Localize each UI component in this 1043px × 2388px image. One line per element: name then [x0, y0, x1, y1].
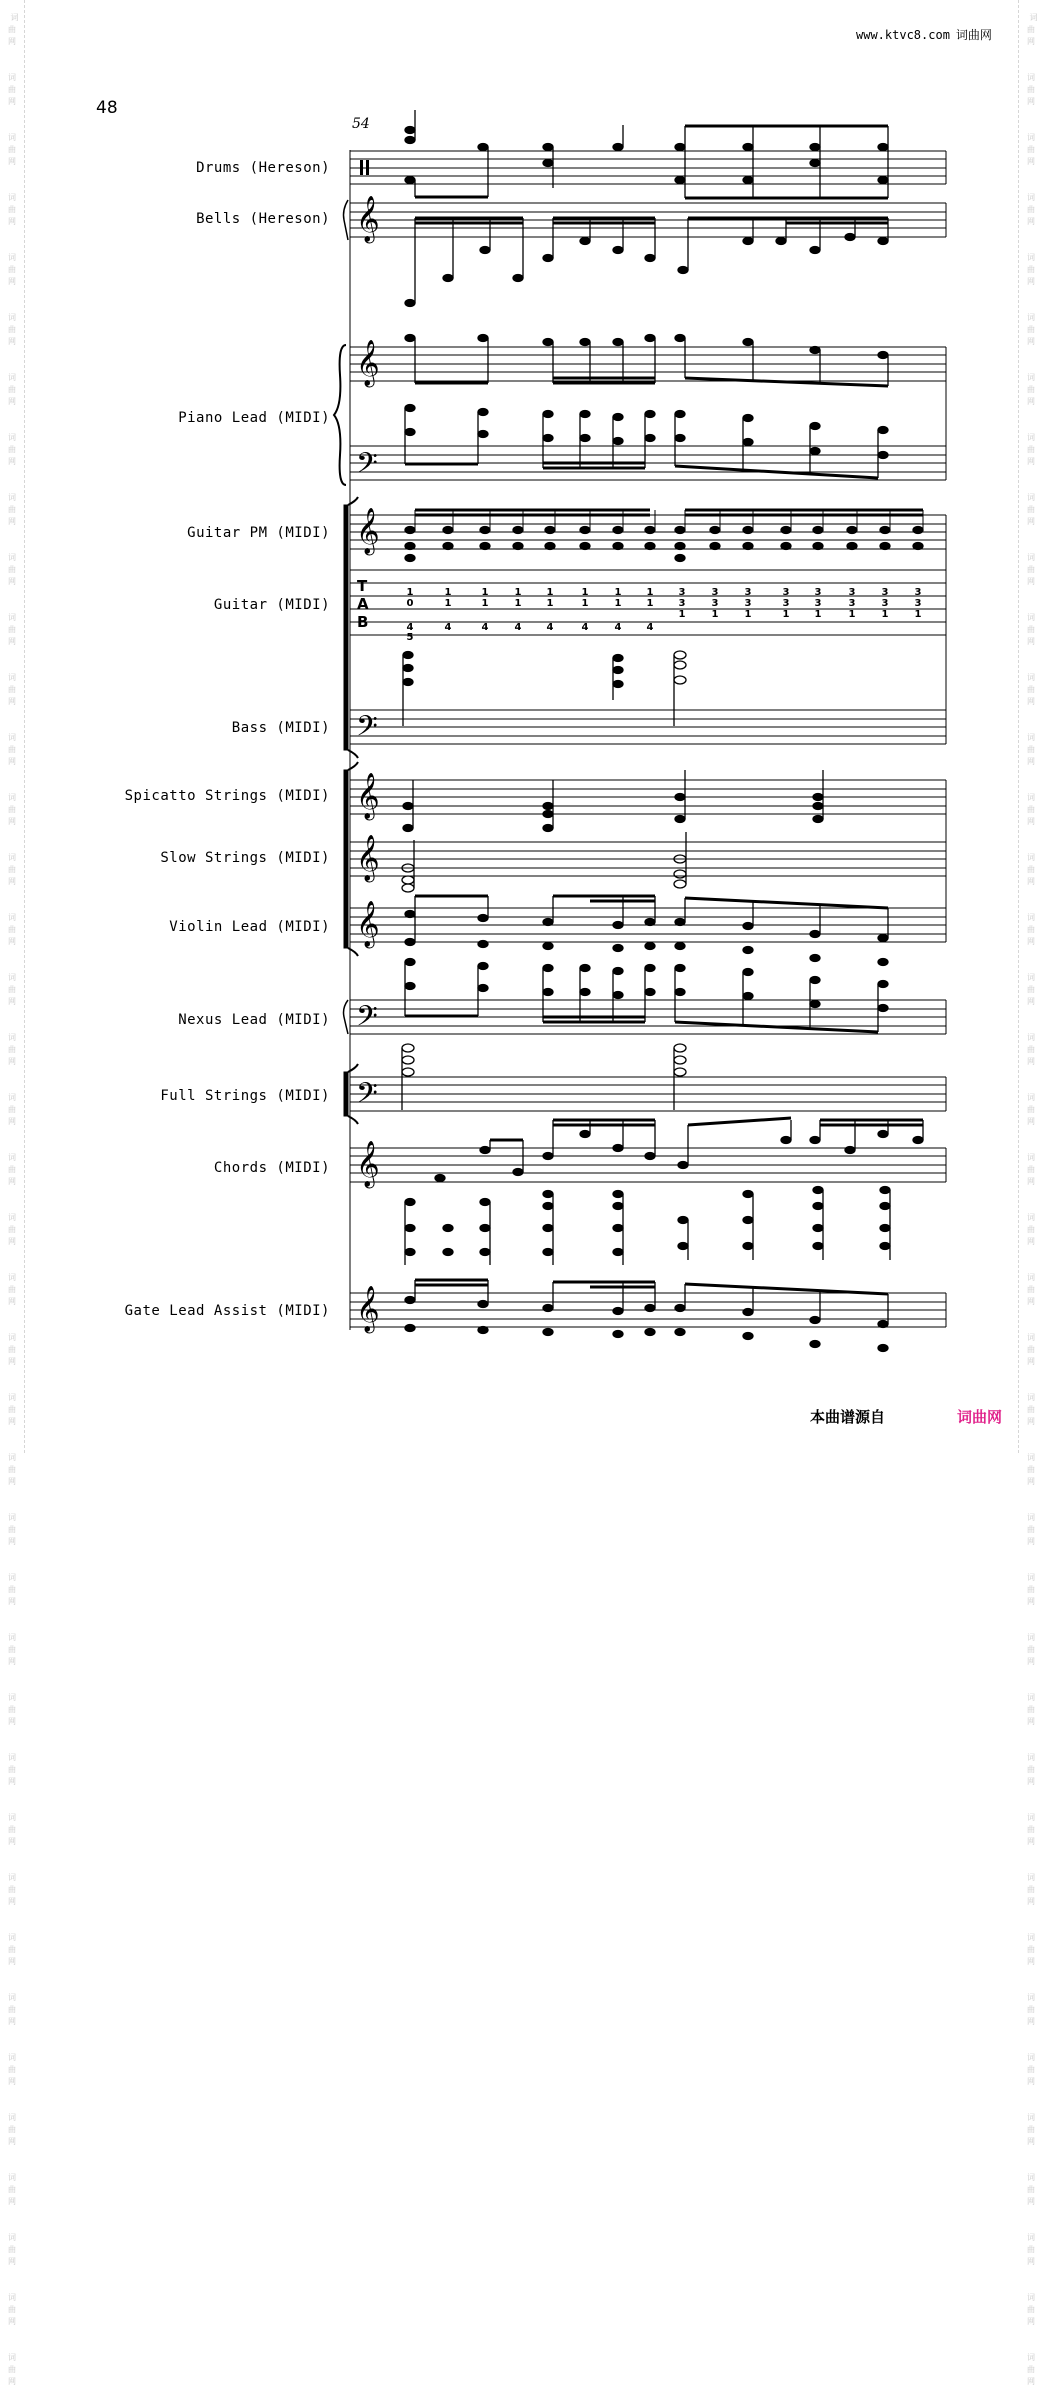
- tab-fret-number: 1: [581, 598, 589, 609]
- drums-notes: [405, 110, 888, 198]
- treble-clef-violin: 𝄞: [356, 901, 380, 947]
- tab-fret-number: 3: [814, 587, 822, 598]
- tab-fret-number: 1: [444, 587, 452, 598]
- bracket-strings: [344, 770, 348, 948]
- tab-fret-number: 1: [614, 587, 622, 598]
- tab-fret-number: 3: [914, 598, 922, 609]
- bass-clef-piano: 𝄢: [356, 447, 378, 487]
- tab-fret-number: 3: [678, 587, 686, 598]
- piano-bass-notes: [405, 405, 888, 479]
- bells-staff: [350, 203, 946, 237]
- label-gate-lead-assist: Gate Lead Assist (MIDI): [124, 1303, 330, 1319]
- tab-fret-number: 1: [881, 609, 889, 620]
- tab-fret-number: 3: [782, 587, 790, 598]
- tab-fret-number: 1: [678, 609, 686, 620]
- label-guitar-pm: Guitar PM (MIDI): [187, 525, 330, 541]
- tab-letter-t: T: [357, 577, 368, 595]
- piano-treble-staff: [350, 347, 946, 381]
- chords-notes: [405, 1118, 923, 1265]
- tab-fret-number: 4: [444, 622, 452, 633]
- tab-fret-number: 3: [881, 587, 889, 598]
- tab-fret-number: 3: [711, 598, 719, 609]
- tab-fret-number: 4: [646, 622, 654, 633]
- tab-fret-number: 3: [744, 598, 752, 609]
- violin-staff: [350, 780, 946, 942]
- label-bells: Bells (Hereson): [196, 211, 330, 227]
- label-guitar: Guitar (MIDI): [213, 597, 330, 613]
- tab-fret-number: 1: [444, 598, 452, 609]
- violin-notes: [405, 896, 888, 966]
- tab-fret-number: 1: [546, 598, 554, 609]
- tab-fret-number: 1: [546, 587, 554, 598]
- nexus-notes: [405, 959, 888, 1033]
- tab-fret-number: 4: [581, 622, 589, 633]
- tab-fret-number: 3: [678, 598, 686, 609]
- tab-fret-number: 1: [914, 609, 922, 620]
- piano-treble-notes: [405, 335, 888, 387]
- treble-clef-chords: 𝄞: [356, 1141, 380, 1187]
- tab-fret-number: 1: [848, 609, 856, 620]
- tab-fret-number: 1: [744, 609, 752, 620]
- treble-clef-spicatto: 𝄞: [356, 773, 380, 819]
- bass-clef-full-strings: 𝄢: [356, 1077, 378, 1117]
- tab-fret-number: 5: [406, 632, 414, 643]
- tab-letter-b: B: [357, 613, 369, 631]
- bass-clef-nexus: 𝄢: [356, 1000, 378, 1040]
- tab-fret-number: 3: [782, 598, 790, 609]
- tab-fret-number: 0: [406, 598, 414, 609]
- label-chords: Chords (MIDI): [213, 1160, 330, 1176]
- full-strings-staff: [350, 1077, 946, 1111]
- bells-notes: [405, 218, 888, 307]
- spicatto-notes: [403, 770, 823, 832]
- treble-clef-piano: 𝄞: [356, 340, 380, 386]
- tab-fret-number: 4: [514, 622, 522, 633]
- site-url[interactable]: www.ktvc8.com: [856, 28, 950, 42]
- tab-fret-number: 1: [711, 609, 719, 620]
- footer-brand[interactable]: 词曲网: [957, 1408, 1003, 1426]
- tab-fret-number: 4: [614, 622, 622, 633]
- treble-clef-guitar-pm: 𝄞: [356, 508, 380, 554]
- bass-notes: [403, 651, 686, 726]
- label-nexus-lead: Nexus Lead (MIDI): [178, 1012, 330, 1028]
- tab-fret-number: 3: [744, 587, 752, 598]
- tab-fret-number: 1: [481, 598, 489, 609]
- tab-fret-number: 1: [406, 587, 414, 598]
- tab-fret-number: 1: [782, 609, 790, 620]
- tab-fret-number: 3: [848, 587, 856, 598]
- treble-clef-slow-strings: 𝄞: [356, 835, 380, 881]
- tab-fret-number: 3: [848, 598, 856, 609]
- bracket-full-strings: [344, 1072, 348, 1116]
- label-piano-lead: Piano Lead (MIDI): [178, 410, 330, 426]
- bracket-guitars: [344, 505, 348, 750]
- piano-brace: [334, 345, 346, 485]
- tab-fret-number: 3: [881, 598, 889, 609]
- drums-staff: [350, 151, 946, 184]
- tab-fret-number: 3: [814, 598, 822, 609]
- tab-fret-number: 1: [514, 598, 522, 609]
- measure-number: 54: [352, 116, 370, 132]
- guitar-pm-notes: [405, 510, 923, 562]
- label-spicatto-strings: Spicatto Strings (MIDI): [124, 788, 330, 804]
- tab-fret-number: 4: [481, 622, 489, 633]
- treble-clef-gate: 𝄞: [356, 1286, 380, 1332]
- label-drums: Drums (Hereson): [196, 160, 330, 176]
- tab-fret-number: 3: [711, 587, 719, 598]
- spicatto-staff: [350, 780, 946, 814]
- tab-fret-number: 1: [646, 587, 654, 598]
- tab-fret-number: 1: [646, 598, 654, 609]
- slow-strings-notes: [402, 832, 686, 892]
- left-watermark-text: 词 曲 网 词 曲 网 词 曲 网 词 曲 网 词 曲 网 词 曲 网 词 曲 网 词 曲 网 词 曲 网 词 曲 网 词 曲 网 词 曲 网 词 曲 网 词 曲 网 词 曲 网 词 曲 网 词 曲 网 词 曲 网 词 曲 网 词 曲 网 词 曲 网 词 曲 网 词 曲 网 词 曲 网 词 曲 网 词 曲 网 词 曲 网 词 曲 网 词 曲 网 词 曲 网 词 曲 网 词 曲 网 词 曲 网 词 曲 网 词 曲 网 词 曲 网 词 曲 网 词 曲 网 词 曲 网 词 曲 网: [8, 13, 19, 2386]
- page-number: 48: [96, 98, 118, 118]
- label-full-strings: Full Strings (MIDI): [160, 1088, 330, 1104]
- tab-fret-number: 1: [814, 609, 822, 620]
- tab-fret-number: 1: [481, 587, 489, 598]
- tab-fret-number: 4: [406, 622, 414, 633]
- treble-clef-bells: 𝄞: [356, 196, 380, 242]
- tab-fret-number: 3: [914, 587, 922, 598]
- footer-source-label: 本曲谱源自: [810, 1408, 886, 1426]
- tab-letter-a: A: [357, 595, 369, 613]
- tab-fret-number: 1: [614, 598, 622, 609]
- site-name: 词曲网: [955, 28, 992, 42]
- label-slow-strings: Slow Strings (MIDI): [160, 850, 330, 866]
- tab-fret-number: 1: [514, 587, 522, 598]
- slow-strings-staff: [350, 842, 946, 876]
- bass-clef-bass: 𝄢: [356, 710, 378, 750]
- tab-fret-number: 1: [581, 587, 589, 598]
- tab-fret-number: 4: [546, 622, 554, 633]
- label-bass: Bass (MIDI): [231, 720, 330, 736]
- right-watermark-text: 词 曲 网 词 曲 网 词 曲 网 词 曲 网 词 曲 网 词 曲 网 词 曲 网 词 曲 网 词 曲 网 词 曲 网 词 曲 网 词 曲 网 词 曲 网 词 曲 网 词 曲 网 词 曲 网 词 曲 网 词 曲 网 词 曲 网 词 曲 网 词 曲 网 词 曲 网 词 曲 网 词 曲 网 词 曲 网 词 曲 网 词 曲 网 词 曲 网 词 曲 网 词 曲 网 词 曲 网 词 曲 网 词 曲 网 词 曲 网 词 曲 网 词 曲 网 词 曲 网 词 曲 网 词 曲 网 词 曲 网: [1027, 13, 1038, 2386]
- gate-notes: [405, 1280, 888, 1352]
- label-violin-lead: Violin Lead (MIDI): [169, 919, 330, 935]
